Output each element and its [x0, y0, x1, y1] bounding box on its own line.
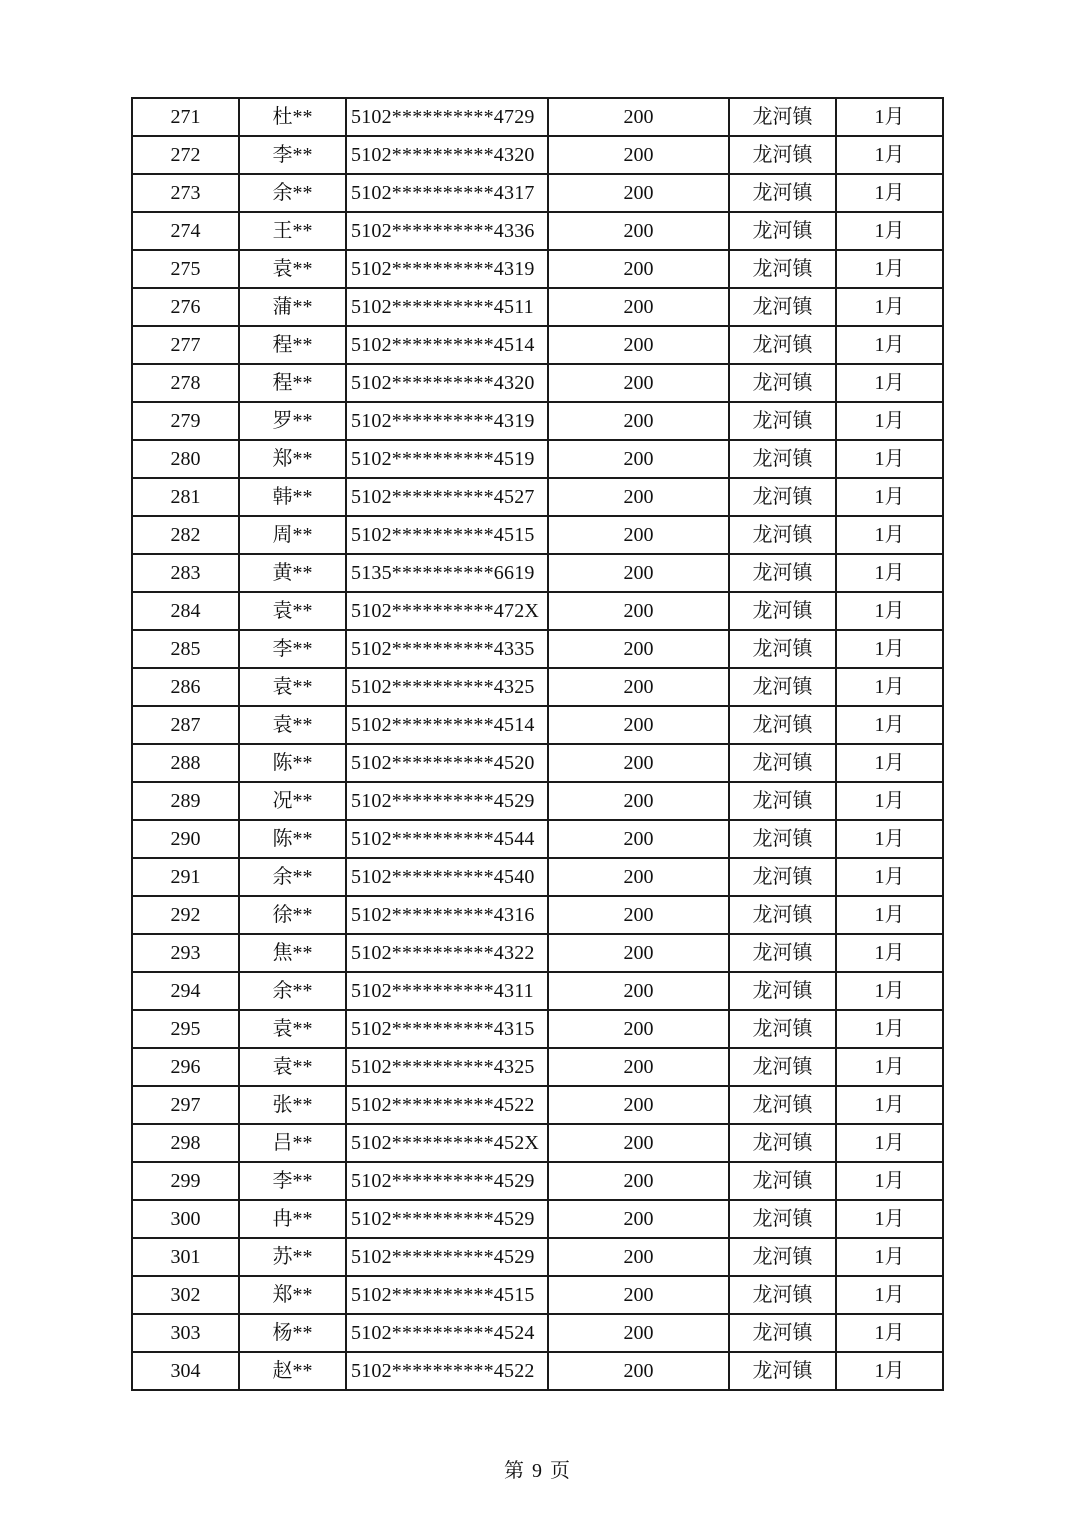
- name-cell: 郑**: [239, 440, 346, 478]
- name-cell: 袁**: [239, 668, 346, 706]
- table-row: [132, 706, 943, 744]
- town-cell: 龙河镇: [729, 440, 836, 478]
- row-number-cell: 298: [132, 1124, 239, 1162]
- id-number-cell: 5102**********4529: [346, 1162, 548, 1200]
- town-cell: 龙河镇: [729, 630, 836, 668]
- town-cell: 龙河镇: [729, 288, 836, 326]
- table-row: [132, 212, 943, 250]
- town-cell: 龙河镇: [729, 782, 836, 820]
- table-row: [132, 1124, 943, 1162]
- town-cell: 龙河镇: [729, 364, 836, 402]
- footer-suffix: 页: [550, 1460, 570, 1482]
- amount-cell: 200: [548, 174, 729, 212]
- amount-cell: 200: [548, 1352, 729, 1390]
- row-number-cell: 280: [132, 440, 239, 478]
- name-cell: 袁**: [239, 1048, 346, 1086]
- row-number-cell: 284: [132, 592, 239, 630]
- name-cell: 李**: [239, 630, 346, 668]
- name-cell: 袁**: [239, 592, 346, 630]
- table-row: [132, 782, 943, 820]
- town-cell: 龙河镇: [729, 326, 836, 364]
- month-cell: 1月: [836, 1162, 943, 1200]
- table-row: [132, 1048, 943, 1086]
- amount-cell: 200: [548, 402, 729, 440]
- town-cell: 龙河镇: [729, 1238, 836, 1276]
- amount-cell: 200: [548, 98, 729, 136]
- row-number-cell: 272: [132, 136, 239, 174]
- table-row: [132, 630, 943, 668]
- table-row: [132, 972, 943, 1010]
- row-number-cell: 290: [132, 820, 239, 858]
- amount-cell: 200: [548, 212, 729, 250]
- name-cell: 李**: [239, 1162, 346, 1200]
- id-number-cell: 5102**********4515: [346, 1276, 548, 1314]
- table-row: [132, 1162, 943, 1200]
- name-cell: 王**: [239, 212, 346, 250]
- name-cell: 郑**: [239, 1276, 346, 1314]
- name-cell: 袁**: [239, 706, 346, 744]
- month-cell: 1月: [836, 1010, 943, 1048]
- id-number-cell: 5102**********4544: [346, 820, 548, 858]
- row-number-cell: 288: [132, 744, 239, 782]
- town-cell: 龙河镇: [729, 896, 836, 934]
- table-row: [132, 1276, 943, 1314]
- row-number-cell: 274: [132, 212, 239, 250]
- town-cell: 龙河镇: [729, 250, 836, 288]
- amount-cell: 200: [548, 1124, 729, 1162]
- id-number-cell: 5102**********452X: [346, 1124, 548, 1162]
- town-cell: 龙河镇: [729, 972, 836, 1010]
- row-number-cell: 301: [132, 1238, 239, 1276]
- row-number-cell: 276: [132, 288, 239, 326]
- month-cell: 1月: [836, 858, 943, 896]
- name-cell: 况**: [239, 782, 346, 820]
- name-cell: 陈**: [239, 820, 346, 858]
- page-footer: [0, 1454, 1074, 1483]
- amount-cell: 200: [548, 288, 729, 326]
- table-row: [132, 592, 943, 630]
- name-cell: 杜**: [239, 98, 346, 136]
- id-number-cell: 5135**********6619: [346, 554, 548, 592]
- row-number-cell: 279: [132, 402, 239, 440]
- name-cell: 韩**: [239, 478, 346, 516]
- month-cell: 1月: [836, 554, 943, 592]
- row-number-cell: 300: [132, 1200, 239, 1238]
- roster-table: [131, 97, 944, 1391]
- row-number-cell: 293: [132, 934, 239, 972]
- month-cell: 1月: [836, 136, 943, 174]
- amount-cell: 200: [548, 516, 729, 554]
- table-row: [132, 98, 943, 136]
- town-cell: 龙河镇: [729, 1124, 836, 1162]
- id-number-cell: 5102**********4325: [346, 668, 548, 706]
- town-cell: 龙河镇: [729, 1162, 836, 1200]
- row-number-cell: 273: [132, 174, 239, 212]
- month-cell: 1月: [836, 174, 943, 212]
- town-cell: 龙河镇: [729, 402, 836, 440]
- name-cell: 袁**: [239, 1010, 346, 1048]
- id-number-cell: 5102**********4315: [346, 1010, 548, 1048]
- table-row: [132, 1200, 943, 1238]
- town-cell: 龙河镇: [729, 1200, 836, 1238]
- amount-cell: 200: [548, 1162, 729, 1200]
- id-number-cell: 5102**********4319: [346, 402, 548, 440]
- town-cell: 龙河镇: [729, 516, 836, 554]
- amount-cell: 200: [548, 1200, 729, 1238]
- table-row: [132, 136, 943, 174]
- row-number-cell: 302: [132, 1276, 239, 1314]
- table-row: [132, 896, 943, 934]
- amount-cell: 200: [548, 136, 729, 174]
- amount-cell: 200: [548, 554, 729, 592]
- town-cell: 龙河镇: [729, 668, 836, 706]
- month-cell: 1月: [836, 1048, 943, 1086]
- row-number-cell: 287: [132, 706, 239, 744]
- month-cell: 1月: [836, 820, 943, 858]
- month-cell: 1月: [836, 744, 943, 782]
- town-cell: 龙河镇: [729, 1352, 836, 1390]
- amount-cell: 200: [548, 1010, 729, 1048]
- id-number-cell: 5102**********4540: [346, 858, 548, 896]
- table-row: [132, 402, 943, 440]
- town-cell: 龙河镇: [729, 592, 836, 630]
- amount-cell: 200: [548, 1086, 729, 1124]
- month-cell: 1月: [836, 1238, 943, 1276]
- amount-cell: 200: [548, 1048, 729, 1086]
- town-cell: 龙河镇: [729, 1314, 836, 1352]
- amount-cell: 200: [548, 1238, 729, 1276]
- month-cell: 1月: [836, 1200, 943, 1238]
- month-cell: 1月: [836, 1124, 943, 1162]
- name-cell: 黄**: [239, 554, 346, 592]
- row-number-cell: 297: [132, 1086, 239, 1124]
- amount-cell: 200: [548, 478, 729, 516]
- amount-cell: 200: [548, 820, 729, 858]
- name-cell: 周**: [239, 516, 346, 554]
- id-number-cell: 5102**********4320: [346, 136, 548, 174]
- name-cell: 陈**: [239, 744, 346, 782]
- row-number-cell: 294: [132, 972, 239, 1010]
- month-cell: 1月: [836, 212, 943, 250]
- footer-prefix: 第: [504, 1460, 524, 1482]
- amount-cell: 200: [548, 706, 729, 744]
- table-row: [132, 668, 943, 706]
- row-number-cell: 289: [132, 782, 239, 820]
- town-cell: 龙河镇: [729, 1010, 836, 1048]
- table-row: [132, 1086, 943, 1124]
- row-number-cell: 285: [132, 630, 239, 668]
- table-row: [132, 250, 943, 288]
- name-cell: 程**: [239, 364, 346, 402]
- amount-cell: 200: [548, 858, 729, 896]
- id-number-cell: 5102**********4319: [346, 250, 548, 288]
- table-row: [132, 516, 943, 554]
- town-cell: 龙河镇: [729, 934, 836, 972]
- table-row: [132, 858, 943, 896]
- id-number-cell: 5102**********4316: [346, 896, 548, 934]
- amount-cell: 200: [548, 250, 729, 288]
- month-cell: 1月: [836, 1276, 943, 1314]
- month-cell: 1月: [836, 288, 943, 326]
- table-row: [132, 934, 943, 972]
- roster-body: [132, 98, 943, 1390]
- amount-cell: 200: [548, 782, 729, 820]
- row-number-cell: 277: [132, 326, 239, 364]
- id-number-cell: 5102**********4529: [346, 1238, 548, 1276]
- id-number-cell: 5102**********4529: [346, 1200, 548, 1238]
- amount-cell: 200: [548, 1314, 729, 1352]
- id-number-cell: 5102**********4527: [346, 478, 548, 516]
- id-number-cell: 5102**********4515: [346, 516, 548, 554]
- name-cell: 袁**: [239, 250, 346, 288]
- row-number-cell: 275: [132, 250, 239, 288]
- row-number-cell: 299: [132, 1162, 239, 1200]
- month-cell: 1月: [836, 440, 943, 478]
- amount-cell: 200: [548, 896, 729, 934]
- row-number-cell: 295: [132, 1010, 239, 1048]
- id-number-cell: 5102**********4519: [346, 440, 548, 478]
- id-number-cell: 5102**********4524: [346, 1314, 548, 1352]
- table-row: [132, 364, 943, 402]
- table-row: [132, 478, 943, 516]
- id-number-cell: 5102**********4520: [346, 744, 548, 782]
- month-cell: 1月: [836, 516, 943, 554]
- amount-cell: 200: [548, 592, 729, 630]
- id-number-cell: 5102**********4322: [346, 934, 548, 972]
- month-cell: 1月: [836, 706, 943, 744]
- table-row: [132, 440, 943, 478]
- name-cell: 余**: [239, 174, 346, 212]
- town-cell: 龙河镇: [729, 1276, 836, 1314]
- month-cell: 1月: [836, 896, 943, 934]
- month-cell: 1月: [836, 250, 943, 288]
- row-number-cell: 282: [132, 516, 239, 554]
- name-cell: 张**: [239, 1086, 346, 1124]
- row-number-cell: 291: [132, 858, 239, 896]
- name-cell: 徐**: [239, 896, 346, 934]
- town-cell: 龙河镇: [729, 858, 836, 896]
- table-row: [132, 820, 943, 858]
- amount-cell: 200: [548, 364, 729, 402]
- town-cell: 龙河镇: [729, 1048, 836, 1086]
- id-number-cell: 5102**********4514: [346, 706, 548, 744]
- month-cell: 1月: [836, 478, 943, 516]
- town-cell: 龙河镇: [729, 706, 836, 744]
- table-row: [132, 744, 943, 782]
- name-cell: 苏**: [239, 1238, 346, 1276]
- table-row: [132, 174, 943, 212]
- amount-cell: 200: [548, 744, 729, 782]
- table-row: [132, 554, 943, 592]
- row-number-cell: 281: [132, 478, 239, 516]
- name-cell: 李**: [239, 136, 346, 174]
- month-cell: 1月: [836, 630, 943, 668]
- id-number-cell: 5102**********4317: [346, 174, 548, 212]
- id-number-cell: 5102**********4522: [346, 1086, 548, 1124]
- amount-cell: 200: [548, 326, 729, 364]
- id-number-cell: 5102**********4336: [346, 212, 548, 250]
- month-cell: 1月: [836, 972, 943, 1010]
- table-row: [132, 1010, 943, 1048]
- row-number-cell: 286: [132, 668, 239, 706]
- row-number-cell: 278: [132, 364, 239, 402]
- row-number-cell: 271: [132, 98, 239, 136]
- id-number-cell: 5102**********4522: [346, 1352, 548, 1390]
- name-cell: 程**: [239, 326, 346, 364]
- table-row: [132, 288, 943, 326]
- id-number-cell: 5102**********4320: [346, 364, 548, 402]
- amount-cell: 200: [548, 934, 729, 972]
- town-cell: 龙河镇: [729, 478, 836, 516]
- row-number-cell: 283: [132, 554, 239, 592]
- month-cell: 1月: [836, 592, 943, 630]
- town-cell: 龙河镇: [729, 98, 836, 136]
- name-cell: 余**: [239, 858, 346, 896]
- row-number-cell: 296: [132, 1048, 239, 1086]
- row-number-cell: 303: [132, 1314, 239, 1352]
- name-cell: 冉**: [239, 1200, 346, 1238]
- amount-cell: 200: [548, 972, 729, 1010]
- month-cell: 1月: [836, 402, 943, 440]
- name-cell: 杨**: [239, 1314, 346, 1352]
- town-cell: 龙河镇: [729, 820, 836, 858]
- month-cell: 1月: [836, 1314, 943, 1352]
- id-number-cell: 5102**********4335: [346, 630, 548, 668]
- id-number-cell: 5102**********4514: [346, 326, 548, 364]
- id-number-cell: 5102**********4729: [346, 98, 548, 136]
- town-cell: 龙河镇: [729, 554, 836, 592]
- amount-cell: 200: [548, 668, 729, 706]
- table-row: [132, 326, 943, 364]
- month-cell: 1月: [836, 1086, 943, 1124]
- id-number-cell: 5102**********4311: [346, 972, 548, 1010]
- id-number-cell: 5102**********472X: [346, 592, 548, 630]
- month-cell: 1月: [836, 98, 943, 136]
- month-cell: 1月: [836, 1352, 943, 1390]
- town-cell: 龙河镇: [729, 744, 836, 782]
- name-cell: 余**: [239, 972, 346, 1010]
- month-cell: 1月: [836, 782, 943, 820]
- month-cell: 1月: [836, 668, 943, 706]
- town-cell: 龙河镇: [729, 212, 836, 250]
- id-number-cell: 5102**********4511: [346, 288, 548, 326]
- name-cell: 蒲**: [239, 288, 346, 326]
- town-cell: 龙河镇: [729, 1086, 836, 1124]
- row-number-cell: 292: [132, 896, 239, 934]
- month-cell: 1月: [836, 326, 943, 364]
- name-cell: 焦**: [239, 934, 346, 972]
- table-row: [132, 1314, 943, 1352]
- amount-cell: 200: [548, 440, 729, 478]
- month-cell: 1月: [836, 934, 943, 972]
- table-row: [132, 1238, 943, 1276]
- name-cell: 赵**: [239, 1352, 346, 1390]
- town-cell: 龙河镇: [729, 136, 836, 174]
- id-number-cell: 5102**********4529: [346, 782, 548, 820]
- town-cell: 龙河镇: [729, 174, 836, 212]
- name-cell: 罗**: [239, 402, 346, 440]
- page-number: 9: [532, 1460, 542, 1482]
- id-number-cell: 5102**********4325: [346, 1048, 548, 1086]
- name-cell: 吕**: [239, 1124, 346, 1162]
- table-row: [132, 1352, 943, 1390]
- month-cell: 1月: [836, 364, 943, 402]
- row-number-cell: 304: [132, 1352, 239, 1390]
- amount-cell: 200: [548, 1276, 729, 1314]
- amount-cell: 200: [548, 630, 729, 668]
